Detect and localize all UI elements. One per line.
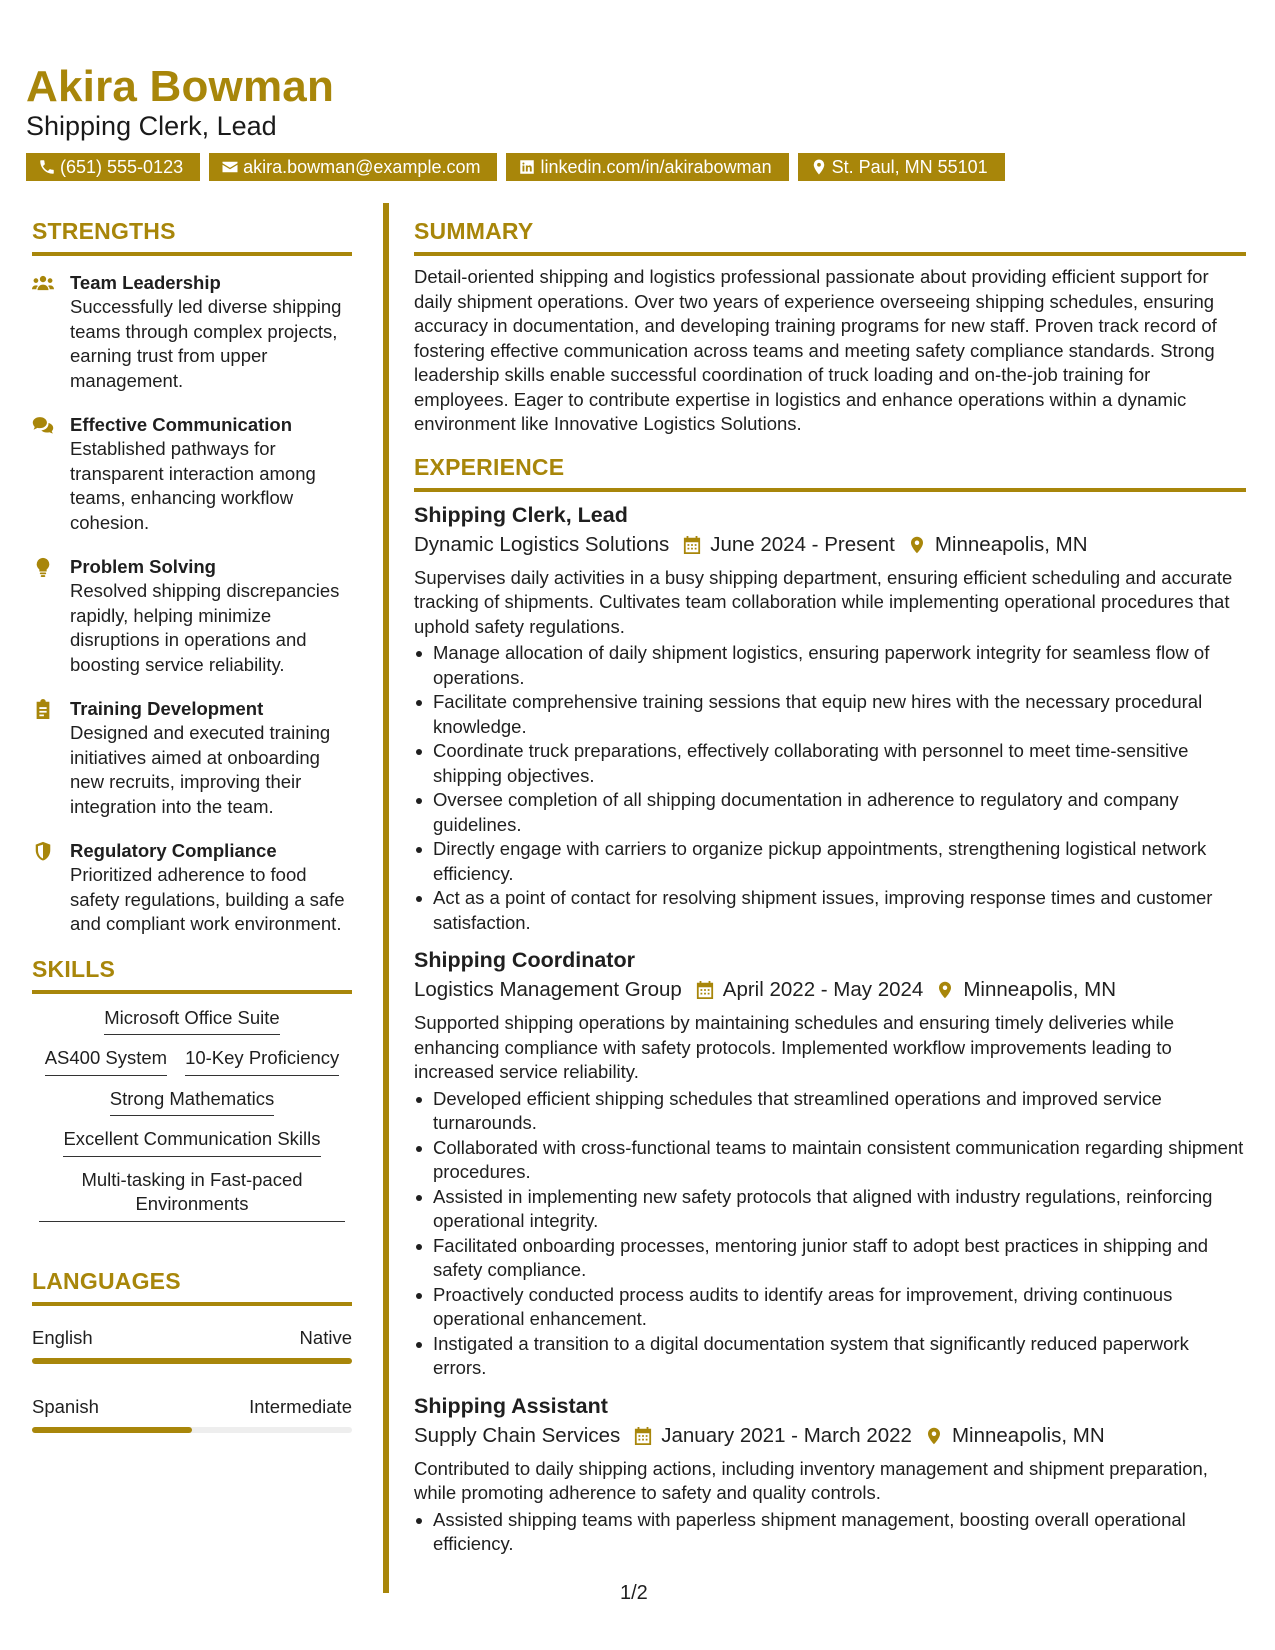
list-item: Oversee completion of all shipping documentation in adherence to regulatory and company guidelines. [414,788,1246,837]
language-item [32,1395,352,1433]
job-location: Minneapolis, MN [963,978,1117,1001]
language-level: Intermediate [249,1395,352,1417]
skill-tag: 10-Key Proficiency [185,1046,339,1076]
calendar-icon [683,535,701,555]
candidate-name: Akira Bowman [26,62,335,111]
strength-title: Team Leadership [70,272,221,293]
list-item: Assisted shipping teams with paperless shipment management, boosting overall operational efficiency. [414,1508,1246,1557]
contact-location [798,153,1005,181]
job-bullets [414,641,1246,935]
job-dates: April 2022 - May 2024 [722,978,924,1001]
contact-bar [26,153,1005,181]
skill-tag: Multi-tasking in Fast-paced Environments [39,1168,345,1222]
map-pin-icon [936,980,954,1000]
strength-desc: Established pathways for transparent interaction among teams, enhancing workflow cohesion. [70,438,316,533]
left-column [32,218,352,1433]
contact-location-text: St. Paul, MN 55101 [831,157,988,177]
job-title: Shipping Clerk, Lead [414,502,628,527]
job-description: Contributed to daily shipping actions, including inventory management and shipment preparation, while promoting adherence to safety and quality controls. [414,1457,1208,1503]
candidate-title: Shipping Clerk, Lead [26,111,277,141]
job-location: Minneapolis, MN [951,1423,1105,1447]
map-pin-icon [908,535,926,555]
job-entry [414,500,1246,936]
list-item: Developed efficient shipping schedules that streamlined operations and improved service turnarounds. [414,1087,1246,1136]
list-item: Facilitate comprehensive training sessions that equip new hires with the necessary procedural knowledge. [414,690,1246,739]
skill-tag: Excellent Communication Skills [63,1127,320,1157]
calendar-icon [634,1426,652,1446]
language-level: Native [299,1326,352,1348]
contact-linkedin[interactable] [506,153,788,181]
language-item [32,1326,352,1364]
job-location: Minneapolis, MN [934,532,1088,556]
map-pin-icon [810,158,828,176]
lightbulb-icon [32,557,54,577]
linkedin-icon [518,158,536,176]
envelope-icon [221,158,239,176]
skill-tag: Microsoft Office Suite [104,1006,279,1036]
strength-title: Training Development [70,698,264,719]
column-divider [383,203,389,1593]
job-description: Supervises daily activities in a busy shipping department, ensuring efficient scheduling and accurate tracking of shipments. Cultivates team collaboration while implementing operational procedures that uphold safety regulations. [414,566,1233,637]
skills-list [32,1006,352,1222]
strength-item [32,696,352,819]
shield-icon [32,841,54,861]
strength-desc: Designed and executed training initiatives aimed at onboarding new recruits, improving their integration into the team. [70,722,331,817]
language-name: English [32,1326,93,1348]
contact-phone[interactable] [26,153,200,181]
job-dates: June 2024 - Present [710,532,895,556]
list-item: Manage allocation of daily shipment logistics, ensuring paperwork integrity for seamless flow of operations. [414,641,1246,690]
job-bullets [414,1508,1246,1557]
contact-email[interactable] [209,153,497,181]
job-entry [414,1391,1246,1557]
list-item: Assisted in implementing new safety protocols that aligned with industry regulations, reinforcing operational integrity. [414,1185,1246,1234]
language-name: Spanish [32,1395,99,1417]
page-number: 1/2 [620,1582,648,1604]
users-icon [32,273,54,293]
strength-desc: Successfully led diverse shipping teams through complex projects, earning trust from upper management. [70,296,342,391]
list-item: Facilitated onboarding processes, mentoring junior staff to adopt best practices in shipping and safety compliance. [414,1234,1246,1283]
summary-heading: SUMMARY [414,218,1246,256]
comments-icon [32,415,54,435]
strength-item [32,554,352,677]
job-title: Shipping Coordinator [414,948,635,972]
strength-title: Problem Solving [70,556,216,577]
job-meta [414,530,1246,560]
experience-heading: EXPERIENCE [414,454,1246,492]
list-item: Proactively conducted process audits to identify areas for improvement, driving continuous operational enhancement. [414,1283,1246,1332]
job-meta [414,1421,1246,1451]
job-bullets [414,1087,1246,1381]
list-item: Instigated a transition to a digital documentation system that significantly reduced paperwork errors. [414,1332,1246,1381]
contact-linkedin-text: linkedin.com/in/akirabowman [540,157,772,177]
languages-heading: LANGUAGES [32,1268,352,1306]
list-item: Coordinate truck preparations, effectively collaborating with personnel to meet time-sensitive shipping objectives. [414,739,1246,788]
job-meta [414,975,1246,1005]
calendar-icon [696,980,714,1000]
strength-desc: Resolved shipping discrepancies rapidly, helping minimize disruptions in operations and boosting service reliability. [70,580,340,675]
language-proficiency-fill [32,1427,192,1433]
job-title: Shipping Assistant [414,1393,608,1418]
list-item: Collaborated with cross-functional teams to maintain consistent communication regarding shipment procedures. [414,1136,1246,1185]
map-pin-icon [925,1426,943,1446]
strength-desc: Prioritized adherence to food safety regulations, building a safe and compliant work environment. [70,864,345,934]
right-column [414,218,1246,1557]
strength-item [32,270,352,393]
job-company: Logistics Management Group [414,978,682,1001]
clipboard-icon [32,699,54,719]
job-company: Dynamic Logistics Solutions [414,532,670,556]
summary-text: Detail-oriented shipping and logistics professional passionate about providing efficient support for daily shipment operations. Over two years of experience overseeing shipping schedules, ensuring accuracy in documentation, and developing training programs for new staff. Proven track record of fostering effective communication across teams and meeting safety compliance standards. Strong leadership skills enable successful coordination of truck loading and on-the-job training for employees. Eager to contribute expertise in logistics and enhance operations within a dynamic environment like Innovative Logistics Solutions. [414,266,1217,434]
strength-title: Effective Communication [70,414,293,435]
list-item: Act as a point of contact for resolving shipment issues, improving response times and customer satisfaction. [414,886,1246,935]
language-proficiency-bar [32,1358,352,1364]
strength-title: Regulatory Compliance [70,840,277,861]
list-item: Directly engage with carriers to organize pickup appointments, strengthening logistical network efficiency. [414,837,1246,886]
skill-tag: Strong Mathematics [110,1087,275,1117]
contact-email-text: akira.bowman@example.com [243,157,481,177]
job-entry [414,945,1246,1381]
phone-icon [38,158,56,176]
strengths-list [32,270,352,937]
strengths-heading: STRENGTHS [32,218,352,256]
job-company: Supply Chain Services [414,1423,621,1447]
job-description: Supported shipping operations by maintaining schedules and ensuring timely deliveries while enhancing compliance with safety protocols. Implemented workflow improvements leading to increased service reliability. [414,1012,1174,1082]
language-proficiency-bar [32,1427,352,1433]
strength-item [32,838,352,937]
strength-item [32,412,352,535]
skills-heading: SKILLS [32,956,352,994]
skill-tag: AS400 System [45,1046,167,1076]
job-dates: January 2021 - March 2022 [661,1423,912,1447]
language-proficiency-fill [32,1358,352,1364]
contact-phone-text: (651) 555-0123 [60,157,184,177]
